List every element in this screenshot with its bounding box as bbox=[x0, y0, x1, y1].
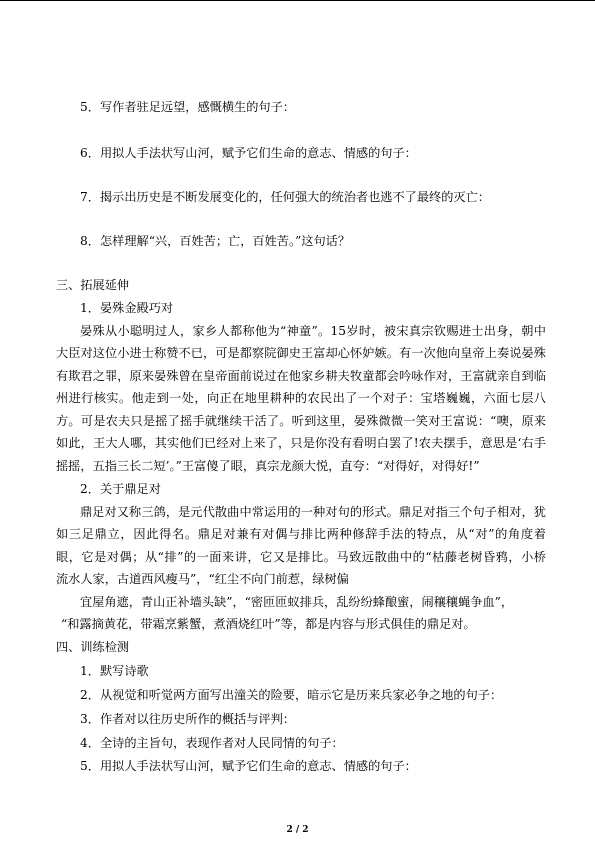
question-8: 8．怎样理解“兴，百姓苦；亡，百姓苦。”这句话？ bbox=[80, 234, 351, 248]
section-3-heading: 三、拓展延伸 bbox=[56, 278, 130, 292]
question-5: 5．写作者驻足远望，感慨横生的句子： bbox=[80, 100, 295, 114]
exercise-5: 5．用拟人手法状写山河，赋予它们生命的意志、情感的句子： bbox=[80, 759, 417, 773]
story-2-title: 2．关于鼎足对 bbox=[80, 482, 161, 496]
story-1-line: 大臣对这位小进士称赞不已，可是都察院御史王富却心怀妒嫉。有一次他向皇帝上奏说晏殊 bbox=[56, 346, 546, 360]
story-1-line: 州进行核实。他走到一处，向正在地里耕种的农民出了一个对子：宝塔巍巍，六面七层八 bbox=[56, 391, 546, 405]
question-6: 6．用拟人手法状写山河，赋予它们生命的意志、情感的句子： bbox=[80, 146, 417, 160]
question-7: 7．揭示出历史是不断发展变化的，任何强大的统治者也逃不了最终的灭亡： bbox=[80, 190, 490, 204]
story-1-line: 摇摇，五指三长二短’。”王富傻了眼，真宗龙颜大悦，直夸：“对得好，对得好!” bbox=[56, 459, 480, 473]
story-2-line: 宜屋角遮，青山正补墙头缺”，“密匝匝蚁排兵，乱纷纷蜂酿蜜，闹穰穰蝇争血”， bbox=[80, 595, 514, 609]
story-1-line: 有欺君之罪，原来晏殊曾在皇帝面前说过在他家乡耕夫牧童都会吟咏作对，王富就亲自到临 bbox=[56, 369, 546, 383]
story-2-line: 眼，它是对偶；从“排”的一面来讲，它又是排比。马致远散曲中的“枯藤老树昏鸦，小桥 bbox=[56, 550, 546, 564]
story-1-line: 如此，王大人哪，其实他们已经对上来了，只是你没有看明白罢了!农夫摆手，意思是‘右手 bbox=[56, 436, 546, 450]
story-1-line: 方。可是农夫只是摇了摇手就继续干活了。听到这里，晏殊微微一笑对王富说：“噢，原来 bbox=[56, 414, 546, 428]
section-4-heading: 四、训练检测 bbox=[56, 640, 130, 654]
story-2-line: 如三足鼎立，因此得名。鼎足对兼有对偶与排比两种修辞手法的特点，从“对”的角度着 bbox=[56, 527, 546, 541]
page-top-border bbox=[0, 0, 595, 1]
page-number: 2 / 2 bbox=[286, 825, 309, 835]
exercise-1: 1．默写诗歌 bbox=[80, 664, 149, 678]
story-2-line: 流水人家，古道西风瘦马”，“红尘不向门前惹，绿树偏 bbox=[56, 572, 349, 586]
exercise-3: 3．作者对以往历史所作的概括与评判： bbox=[80, 712, 295, 726]
story-1-title: 1．晏殊金殿巧对 bbox=[80, 301, 174, 315]
story-1-line: 晏殊从小聪明过人，家乡人都称他为“神童”。15岁时，被宋真宗钦赐进士出身，朝中 bbox=[80, 324, 546, 338]
exercise-2: 2．从视觉和听觉两方面写出潼关的险要，暗示它是历来兵家必争之地的句子： bbox=[80, 688, 503, 702]
exercise-4: 4．全诗的主旨句，表现作者对人民同情的句子： bbox=[80, 736, 344, 750]
story-2-line: “和露摘黄花，带霜烹紫蟹，煮酒烧红叶”等，都是内容与形式俱佳的鼎足对。 bbox=[61, 617, 476, 631]
story-2-line: 鼎足对又称三鸽，是元代散曲中常运用的一种对句的形式。鼎足对指三个句子相对，犹 bbox=[80, 505, 546, 519]
